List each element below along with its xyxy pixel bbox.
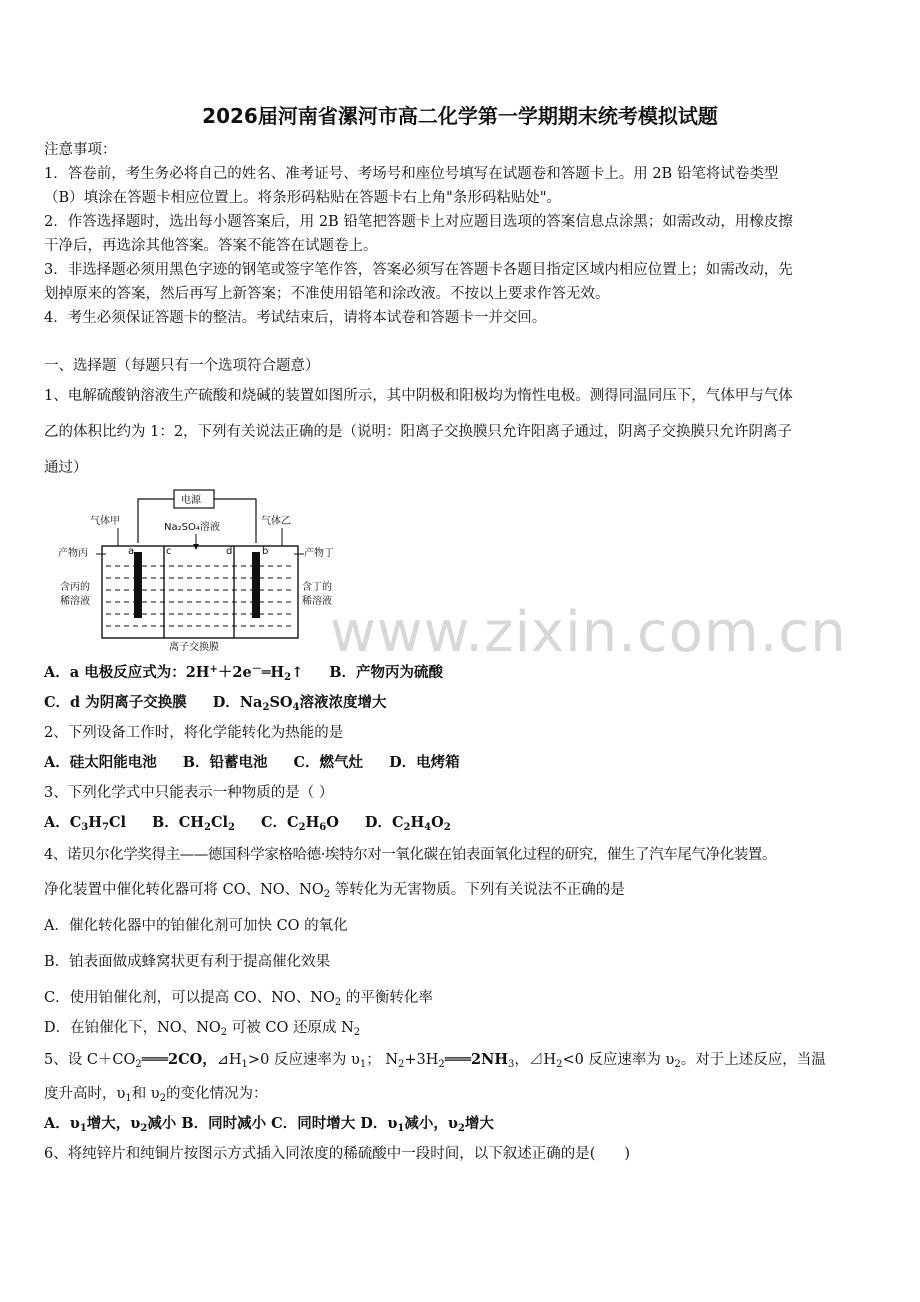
notice-line-3: 2．作答选择题时，选出每小题答案后，用 2B 铅笔把答题卡上对应题目选项的答案信息点涂黑；如需改动，用橡皮擦 — [44, 214, 793, 230]
label-c: c — [166, 546, 172, 557]
q1-stem-1: 1、电解硫酸钠溶液生产硫酸和烧碱的装置如图所示，其中阴极和阳极均为惰性电极。测得同温同压下，气体甲与气体 — [44, 388, 793, 404]
q4-option-a: A．催化转化器中的铂催化剂可加快 CO 的氧化 — [44, 918, 348, 934]
membrane-label: 离子交换膜 — [169, 642, 219, 653]
dilute-b-label-1: 含丁的 — [302, 582, 332, 593]
solution-label: Na₂SO₄溶液 — [164, 522, 220, 533]
notice-line-4: 干净后，再选涂其他答案。答案不能答在试题卷上。 — [44, 238, 378, 254]
feed-arrowhead — [193, 544, 199, 550]
dilute-a-label-2: 稀溶液 — [60, 596, 90, 607]
q4-stem-1: 4、诺贝尔化学奖得主——德国科学家格哈德·埃特尔对一氧化碳在铂表面氧化过程的研究，催生了汽车尾气净化装置。 — [44, 847, 777, 863]
q4-option-d: D．在铂催化下，NO、$NO_2$ 可被 CO 还原成 $N_2$ — [44, 1020, 361, 1038]
wire-right — [214, 499, 256, 543]
product-b-label: 产物丁 — [304, 548, 334, 559]
q5-options: A．$\upsilon_1$增大，$\upsilon_2$减小 B．同时减小 C．同时增大 D．$\upsilon_1$减小，$\upsilon_2$增大 — [44, 1115, 494, 1134]
electrolysis-diagram — [56, 488, 356, 653]
section-heading: 一、选择题（每题只有一个选项符合题意） — [44, 358, 320, 374]
q1-stem-3: 通过） — [44, 460, 88, 476]
dilute-a-label-1: 含丙的 — [60, 582, 90, 593]
dilute-b-label-2: 稀溶液 — [302, 596, 332, 607]
q3-stem: 3、下列化学式中只能表示一种物质的是（ ） — [44, 785, 334, 801]
q2-options: A．硅太阳能电池 B．铅蓄电池 C．燃气灶 D．电烤箱 — [44, 754, 460, 771]
wire-left — [138, 499, 174, 543]
tank — [102, 546, 298, 638]
q1-options-ab: A．a 电极反应式为：$2H^++2e^-═H_2↑$ B．产物丙为硫酸 — [44, 664, 444, 683]
notice-heading: 注意事项： — [44, 142, 117, 158]
q1-stem-2: 乙的体积比约为 1：2，下列有关说法正确的是（说明：阳离子交换膜只允许阳离子通过，阴离子交换膜只允许阴离子 — [44, 424, 793, 440]
q2-stem: 2、下列设备工作时，将化学能转化为热能的是 — [44, 725, 344, 741]
label-b: b — [262, 546, 269, 557]
q1-options-cd: C．d 为阴离子交换膜 D．$Na_2SO_4$溶液浓度增大 — [44, 694, 387, 713]
notice-line-2: （B）填涂在答题卡相应位置上。将条形码粘贴在答题卡右上角"条形码粘贴处"。 — [44, 190, 561, 206]
product-a-label: 产物丙 — [58, 548, 88, 559]
notice-line-5: 3．非选择题必须用黑色字迹的钢笔或签字笔作答，答案必须写在答题卡各题目指定区域内相应位置上；如需改动，先 — [44, 262, 793, 278]
q6-stem: 6、将纯锌片和纯铜片按图示方式插入同浓度的稀硫酸中一段时间，以下叙述正确的是( ) — [44, 1146, 631, 1162]
label-d: d — [226, 546, 233, 557]
gas-b-label: 气体乙 — [261, 516, 291, 527]
power-label: 电源 — [181, 495, 201, 506]
electrode-b — [252, 552, 260, 618]
page-title: 2026届河南省漯河市高二化学第一学期期末统考模拟试题 — [202, 104, 718, 128]
q4-stem-2: 净化装置中催化转化器可将 CO、NO、$NO_2$ 等转化为无害物质。下列有关说法不正确的是 — [44, 882, 625, 900]
label-a: a — [128, 546, 135, 557]
notice-line-6: 划掉原来的答案，然后再写上新答案；不准使用铅笔和涂改液。不按以上要求作答无效。 — [44, 286, 610, 302]
q3-options: A．$C_3H_7Cl$ B．$CH_2Cl_2$ C．$C_2H_6O$ D．$C_2H_4O_2$ — [44, 814, 451, 833]
q4-option-c: C．使用铂催化剂，可以提高 CO、NO、$NO_2$ 的平衡转化率 — [44, 990, 433, 1008]
q5-stem-2: 度升高时，$\upsilon_1$和 $\upsilon_2$的变化情况为： — [44, 1086, 268, 1104]
q5-stem-1: 5、设 $C+CO_2═══2CO$，$⊿H_1>0$ 反应速率为 $\upsilon_1$； $N_2+3H_2═══2NH_3$，$⊿H_2<0$ 反应速率为 $\upsilon_2$。对于上述反应，当温 — [44, 1051, 826, 1070]
q4-option-b: B．铂表面做成蜂窝状更有利于提高催化效果 — [44, 954, 331, 970]
gas-a-label: 气体甲 — [90, 516, 120, 527]
notice-line-7: 4．考生必须保证答题卡的整洁。考试结束后，请将本试卷和答题卡一并交回。 — [44, 310, 547, 326]
electrode-a — [134, 552, 142, 618]
watermark: www.zixin.com.cn — [330, 600, 847, 665]
notice-line-1: 1．答卷前，考生务必将自己的姓名、准考证号、考场号和座位号填写在试题卷和答题卡上。用 2B 铅笔将试卷类型 — [44, 166, 779, 182]
